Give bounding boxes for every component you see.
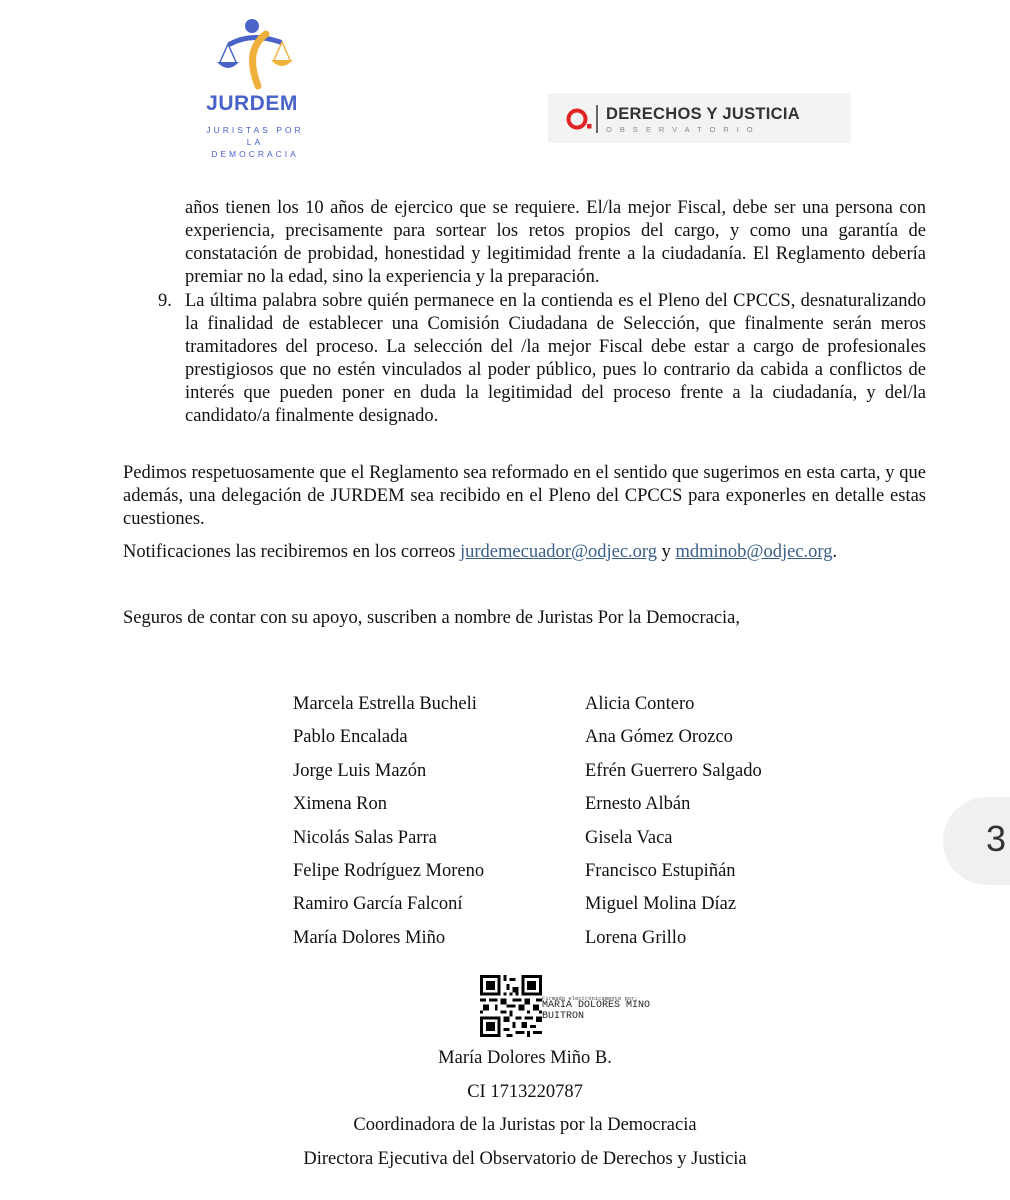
jurdem-logo-tagline-line-1: JURISTAS POR LA xyxy=(206,125,304,147)
electronic-signature-name: MARIA DOLORES MINO BUITRON xyxy=(542,1000,651,1022)
signatory-name: Gisela Vaca xyxy=(585,827,673,848)
page-number: 3 xyxy=(986,818,1007,859)
closing-paragraph: Seguros de contar con su apoyo, suscriben a nombre de Juristas Por la Democracia, xyxy=(123,608,741,628)
qr-code-icon xyxy=(480,975,542,1037)
signatory-name: María Dolores Miño xyxy=(293,927,446,948)
signatory-name: Ximena Ron xyxy=(293,794,388,815)
notifications-paragraph xyxy=(123,541,837,564)
signatories-right-column xyxy=(585,693,762,960)
signatories-left-column xyxy=(293,693,484,960)
jurdem-logo-tagline-line-2: DEMOCRACIA xyxy=(211,149,299,159)
signer-role-jurdem: Coordinadora de la Juristas por la Democracia xyxy=(353,1115,697,1135)
signatory-name: Miguel Molina Díaz xyxy=(585,894,737,915)
list-item-number: 9. xyxy=(158,291,172,311)
observatorio-logo-title: DERECHOS Y JUSTICIA xyxy=(606,105,800,123)
signatory-name: Ana Gómez Orozco xyxy=(585,727,733,748)
signer-id: CI 1713220787 xyxy=(467,1082,583,1102)
list-item-continuation: años tienen los 10 años de ejercico que se requiere. El/la mejor Fiscal, debe ser una persona con experiencia, precisamente para sortear los retos propios del cargo, y como una garantía de constatación de probidad, honestidad y legitimidad frente a la ciudadanía. El Reglamento debería premiar no la edad, sino la experiencia y la preparación. xyxy=(185,198,926,287)
signatory-name: Ernesto Albán xyxy=(585,794,691,815)
signer-role-observatorio: Directora Ejecutiva del Observatorio de Derechos y Justicia xyxy=(303,1149,747,1169)
signatory-name: Alicia Contero xyxy=(585,694,695,714)
signatory-name: Francisco Estupiñán xyxy=(585,860,736,881)
scales-of-justice-icon xyxy=(200,14,310,94)
signer-name: María Dolores Miño B. xyxy=(438,1048,612,1068)
jurdem-logo xyxy=(200,14,330,159)
observatorio-logo-divider xyxy=(596,105,598,133)
signatory-name: Felipe Rodríguez Moreno xyxy=(293,860,485,881)
notifications-prefix: Notificaciones las recibiremos en los correos xyxy=(123,542,460,562)
notifications-connector: y xyxy=(657,542,676,562)
observatorio-logo-subtitle: OBSERVATORIO xyxy=(606,125,761,134)
list-item-9-text: La última palabra sobre quién permanece en la contienda es el Pleno del CPCCS, desnaturalizando la finalidad de establecer una Comisión Ciudadana de Selección, que finalmente serán meros tramitadores del proceso. La selección del /la mejor Fiscal debe estar a cargo de profesionales prestigiosos que no estén vinculados al poder público, pues lo contrario da cabida a conflictos de interés que pueden poner en duda la legitimidad del proceso frente a la ciudadanía, y del/la candidato/a finalmente designado. xyxy=(185,291,926,426)
email-link-jurdem[interactable]: jurdemecuador@odjec.org xyxy=(460,542,657,562)
signatory-name: Jorge Luis Mazón xyxy=(293,760,427,781)
signatory-name: Lorena Grillo xyxy=(585,927,687,948)
email-link-mdminob[interactable]: mdminob@odjec.org xyxy=(675,542,833,562)
observatorio-o-icon xyxy=(566,107,592,131)
electronic-signature-caption: Firmado electrónicamente por: xyxy=(542,995,638,1002)
notifications-suffix: . xyxy=(832,542,838,562)
signatory-name: Pablo Encalada xyxy=(293,727,408,748)
signatory-name: Marcela Estrella Bucheli xyxy=(293,694,477,714)
request-paragraph: Pedimos respetuosamente que el Reglamento sea reformado en el sentido que sugerimos en esta carta, y que además, una delegación de JURDEM sea recibido en el Pleno del CPCCS para exponerles en detalle estas cuestiones. xyxy=(123,463,926,529)
observatorio-logo xyxy=(548,93,851,143)
signatory-name: Nicolás Salas Parra xyxy=(293,827,437,848)
signatory-name: Ramiro García Falconí xyxy=(293,894,463,915)
signatory-name: Efrén Guerrero Salgado xyxy=(585,760,762,781)
jurdem-logo-name: JURDEM xyxy=(206,92,298,115)
jurdem-logo-tagline xyxy=(200,124,310,160)
